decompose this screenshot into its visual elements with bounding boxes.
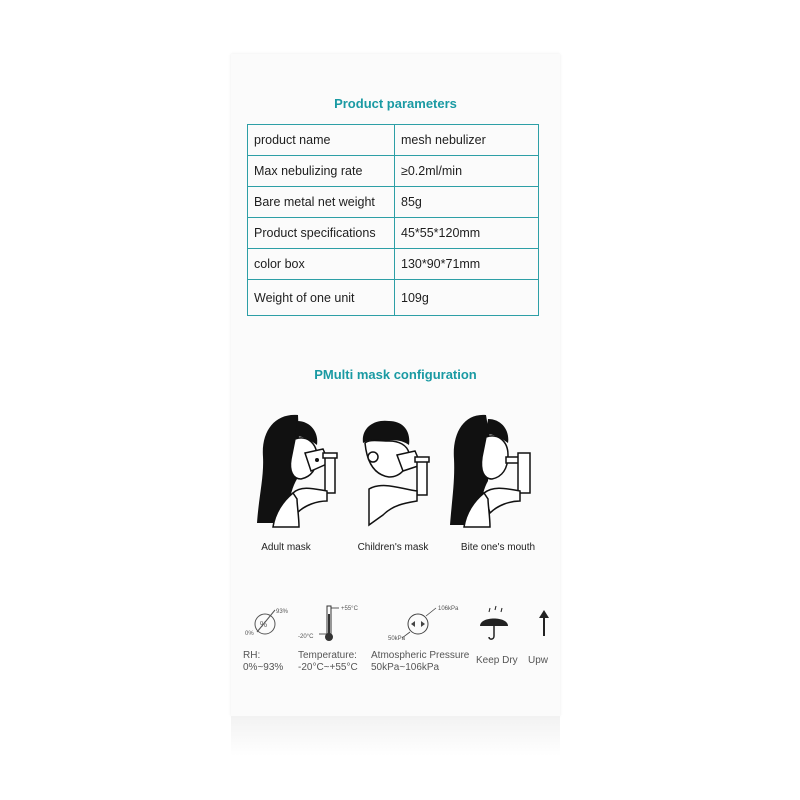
umbrella-icon — [476, 604, 516, 644]
humidity-label-1: RH: — [243, 650, 261, 661]
illustration-label: Adult mask — [261, 542, 311, 553]
table-row — [248, 187, 539, 218]
table-row — [248, 249, 539, 280]
param-value: 85g — [395, 187, 539, 218]
illustration-label: Children's mask — [357, 542, 429, 553]
table-row — [248, 218, 539, 249]
param-name: Bare metal net weight — [248, 187, 395, 218]
param-name: color box — [248, 249, 395, 280]
bite-mouthpiece-illustration — [446, 409, 541, 529]
table-row — [248, 280, 539, 316]
keep-dry-label: Keep Dry — [476, 655, 518, 666]
humidity-max: 93% — [276, 609, 289, 615]
illustration-label: Bite one's mouth — [460, 542, 536, 553]
temperature-min: -20°C — [298, 634, 314, 640]
humidity-min: 0% — [245, 631, 254, 637]
arrow-up-icon — [534, 608, 554, 638]
temperature-max: +55°C — [341, 606, 358, 612]
param-value: 45*55*120mm — [395, 218, 539, 249]
temperature-label-1: Temperature: — [298, 650, 357, 661]
section-title-parameters: Product parameters — [334, 96, 457, 111]
pressure-label-2: 50kPa~106kPa — [371, 662, 440, 673]
param-name: Weight of one unit — [248, 280, 395, 316]
table-row — [248, 156, 539, 187]
product-box-panel — [231, 54, 560, 716]
pressure-max: 106kPa — [438, 606, 459, 612]
parameters-table — [247, 124, 539, 316]
temperature-label-2: -20°C~+55°C — [298, 662, 358, 673]
humidity-label-2: 0%~93% — [243, 662, 284, 673]
param-value: 109g — [395, 280, 539, 316]
param-name: product name — [248, 125, 395, 156]
param-value: 130*90*71mm — [395, 249, 539, 280]
section-title-masks: PMulti mask configuration — [314, 367, 477, 382]
childrens-mask-illustration — [349, 409, 439, 529]
pressure-label-1: Atmospheric Pressure — [371, 650, 470, 661]
humidity-center: % — [260, 620, 268, 629]
param-name: Product specifications — [248, 218, 395, 249]
param-value: ≥0.2ml/min — [395, 156, 539, 187]
pressure-min: 50kPa — [388, 636, 406, 642]
table-row — [248, 125, 539, 156]
param-name: Max nebulizing rate — [248, 156, 395, 187]
param-value: mesh nebulizer — [395, 125, 539, 156]
upward-label: Upw — [528, 655, 549, 666]
adult-mask-illustration — [253, 409, 343, 529]
